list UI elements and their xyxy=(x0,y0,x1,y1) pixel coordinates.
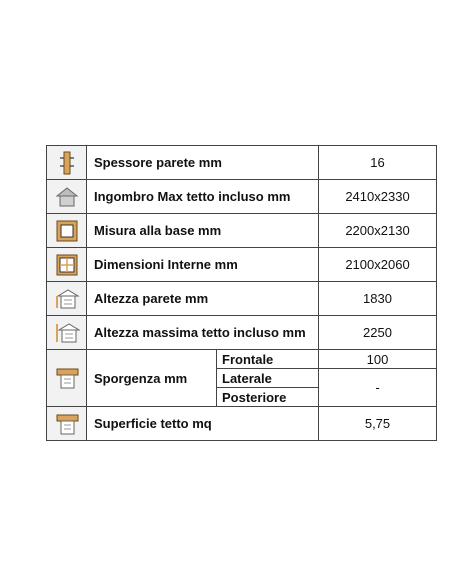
overhang-side-rear-value: - xyxy=(319,369,437,407)
row-label: Altezza parete mm xyxy=(87,282,319,316)
row-label: Ingombro Max tetto incluso mm xyxy=(87,180,319,214)
roof-overhang-cell xyxy=(47,350,87,407)
row-label: Misura alla base mm xyxy=(87,214,319,248)
table-row xyxy=(47,407,437,441)
internal-grid-icon xyxy=(55,253,79,277)
overhang-rear-label: Posteriore xyxy=(217,388,319,407)
table-row xyxy=(47,180,437,214)
max-height-cell xyxy=(47,316,87,350)
roof-house-icon xyxy=(54,185,80,209)
specifications-table xyxy=(46,145,437,441)
wall-thickness-cell xyxy=(47,146,87,180)
roof-house-cell xyxy=(47,180,87,214)
base-square-icon xyxy=(55,219,79,243)
wall-thickness-icon xyxy=(55,150,79,176)
base-square-cell xyxy=(47,214,87,248)
row-value: 2100x2060 xyxy=(319,248,437,282)
row-value: 2410x2330 xyxy=(319,180,437,214)
row-label: Superficie tetto mq xyxy=(87,407,319,441)
overhang-front-label: Frontale xyxy=(217,350,319,369)
table-row xyxy=(47,316,437,350)
row-value: 16 xyxy=(319,146,437,180)
table-row xyxy=(47,214,437,248)
table-row xyxy=(47,248,437,282)
table-row xyxy=(47,146,437,180)
row-label: Dimensioni Interne mm xyxy=(87,248,319,282)
row-value: 2250 xyxy=(319,316,437,350)
wall-height-icon xyxy=(54,287,80,311)
table-row xyxy=(47,282,437,316)
row-label: Altezza massima tetto incluso mm xyxy=(87,316,319,350)
overhang-front-value: 100 xyxy=(319,350,437,369)
overhang-label: Sporgenza mm xyxy=(87,350,217,407)
row-value: 2200x2130 xyxy=(319,214,437,248)
internal-grid-cell xyxy=(47,248,87,282)
row-label: Spessore parete mm xyxy=(87,146,319,180)
row-value: 1830 xyxy=(319,282,437,316)
row-value: 5,75 xyxy=(319,407,437,441)
table-row xyxy=(47,350,437,369)
roof-overhang-icon xyxy=(54,365,80,391)
roof-surface-cell xyxy=(47,407,87,441)
overhang-side-label: Laterale xyxy=(217,369,319,388)
roof-surface-icon xyxy=(54,411,80,437)
max-height-icon xyxy=(54,321,80,345)
wall-height-cell xyxy=(47,282,87,316)
